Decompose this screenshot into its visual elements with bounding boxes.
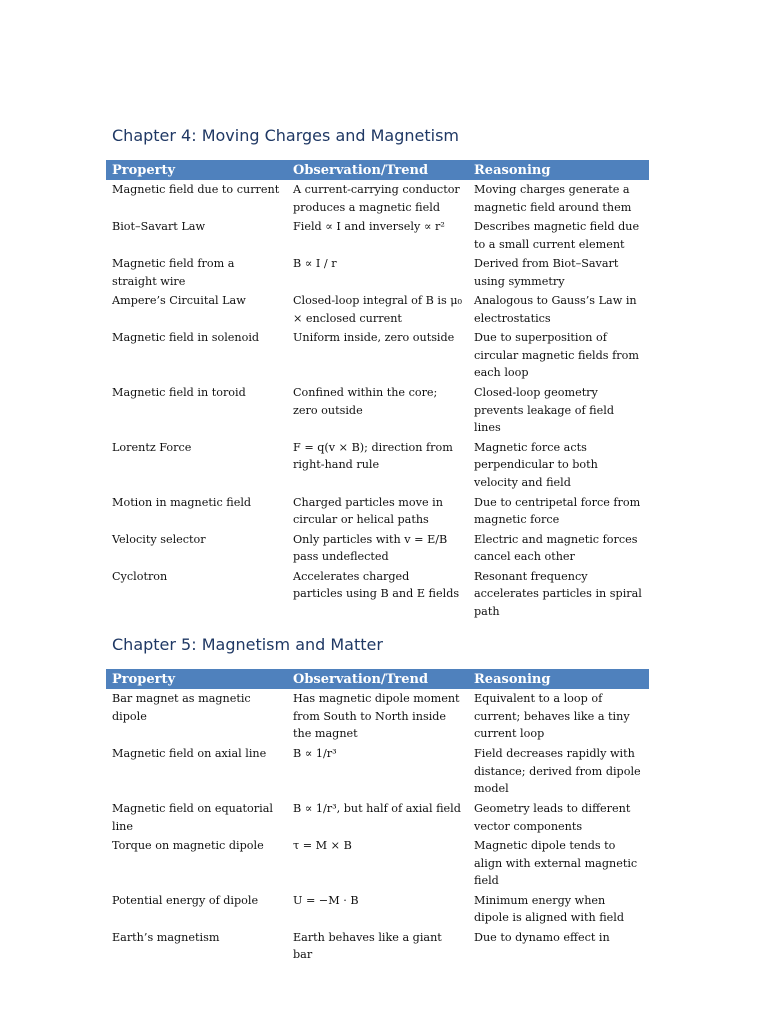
- property-cell: Magnetic field due to current: [112, 183, 280, 196]
- header-observation: Observation/Trend: [287, 669, 468, 689]
- table-row: [106, 689, 649, 744]
- property-cell: Magnetic field in toroid: [112, 386, 246, 399]
- observation-cell: τ = M × B: [293, 839, 352, 852]
- observation-cell: Only particles with v = E/B pass undeflected: [293, 532, 448, 563]
- reasoning-cell: Analogous to Gauss’s Law in electrostatics: [474, 294, 637, 325]
- chapter-4-section: [106, 124, 649, 622]
- table-row: [106, 891, 649, 928]
- table-row: [106, 744, 649, 799]
- reasoning-cell: Describes magnetic field due to a small current element: [474, 220, 640, 251]
- table-header-row: [106, 669, 649, 689]
- table-row: [106, 438, 649, 493]
- reasoning-cell: Moving charges generate a magnetic field around them: [474, 183, 632, 214]
- table-row: [106, 567, 649, 622]
- property-cell: Torque on magnetic dipole: [112, 839, 264, 852]
- table-row: [106, 530, 649, 567]
- reasoning-cell: Equivalent to a loop of current; behaves like a tiny current loop: [474, 692, 630, 740]
- table-row: [106, 383, 649, 438]
- observation-cell: Field ∝ I and inversely ∝ r²: [293, 220, 445, 233]
- table-row: [106, 328, 649, 383]
- reasoning-cell: Due to dynamo effect in: [474, 930, 610, 944]
- header-property: Property: [106, 669, 287, 689]
- property-cell: Motion in magnetic field: [112, 495, 252, 509]
- observation-cell: B ∝ 1/r³: [293, 747, 337, 760]
- observation-cell: U = −M · B: [293, 893, 359, 907]
- observation-cell: Closed-loop integral of B is μ₀ × enclosed current: [293, 294, 462, 325]
- chapter-5-section: [106, 633, 649, 965]
- observation-cell: A current-carrying conductor produces a magnetic field: [293, 183, 460, 214]
- observation-cell: Charged particles move in circular or helical paths: [293, 495, 443, 526]
- property-cell: Magnetic field on equatorial line: [112, 802, 273, 833]
- reasoning-cell: Due to centripetal force from magnetic force: [474, 495, 641, 526]
- property-cell: Bar magnet as magnetic dipole: [112, 692, 251, 723]
- table-row: [106, 836, 649, 891]
- reasoning-cell: Due to superposition of circular magnetic fields from each loop: [474, 331, 639, 379]
- observation-cell: B ∝ 1/r³, but half of axial field: [293, 802, 461, 815]
- property-cell: Magnetic field in solenoid: [112, 331, 260, 344]
- property-cell: Velocity selector: [112, 532, 206, 546]
- reasoning-cell: Field decreases rapidly with distance; derived from dipole model: [474, 747, 641, 795]
- reasoning-cell: Magnetic force acts perpendicular to both velocity and field: [474, 440, 598, 489]
- table-row: [106, 799, 649, 836]
- observation-cell: Uniform inside, zero outside: [293, 331, 455, 344]
- property-cell: Potential energy of dipole: [112, 893, 259, 907]
- chapter-table: [106, 160, 649, 622]
- header-reasoning: Reasoning: [468, 669, 649, 689]
- reasoning-cell: Magnetic dipole tends to align with external magnetic field: [474, 839, 638, 887]
- observation-cell: B ∝ I / r: [293, 257, 337, 270]
- table-row: [106, 180, 649, 217]
- table-row: [106, 291, 649, 328]
- chapter-title: Chapter 4: Moving Charges and Magnetism: [112, 126, 460, 145]
- header-observation: Observation/Trend: [287, 160, 468, 180]
- reasoning-cell: Geometry leads to different vector components: [474, 802, 631, 833]
- table-header-row: [106, 160, 649, 180]
- reasoning-cell: Minimum energy when dipole is aligned with field: [474, 893, 625, 924]
- reasoning-cell: Closed-loop geometry prevents leakage of field lines: [474, 386, 614, 434]
- property-cell: Lorentz Force: [112, 440, 192, 454]
- header-reasoning: Reasoning: [468, 160, 649, 180]
- header-property: Property: [106, 160, 287, 180]
- property-cell: Magnetic field on axial line: [112, 747, 267, 760]
- property-cell: Biot–Savart Law: [112, 220, 206, 233]
- property-cell: Earth’s magnetism: [112, 930, 220, 944]
- reasoning-cell: Electric and magnetic forces cancel each other: [474, 532, 638, 563]
- table-row: [106, 217, 649, 254]
- observation-cell: Earth behaves like a giant bar: [293, 930, 442, 961]
- chapter-title: Chapter 5: Magnetism and Matter: [112, 635, 383, 654]
- property-cell: Ampere’s Circuital Law: [112, 294, 246, 307]
- observation-cell: Confined within the core; zero outside: [293, 386, 438, 417]
- property-cell: Magnetic field from a straight wire: [112, 257, 235, 288]
- reasoning-cell: Derived from Biot–Savart using symmetry: [474, 257, 619, 288]
- table-row: [106, 928, 649, 965]
- property-cell: Cyclotron: [112, 569, 168, 583]
- observation-cell: Has magnetic dipole moment from South to North inside the magnet: [293, 692, 460, 740]
- observation-cell: F = q(v × B); direction from right-hand rule: [293, 440, 453, 471]
- table-row: [106, 254, 649, 291]
- chapter-table: [106, 669, 649, 965]
- reasoning-cell: Resonant frequency accelerates particles in spiral path: [474, 569, 642, 618]
- table-row: [106, 493, 649, 530]
- observation-cell: Accelerates charged particles using B and E fields: [293, 569, 460, 600]
